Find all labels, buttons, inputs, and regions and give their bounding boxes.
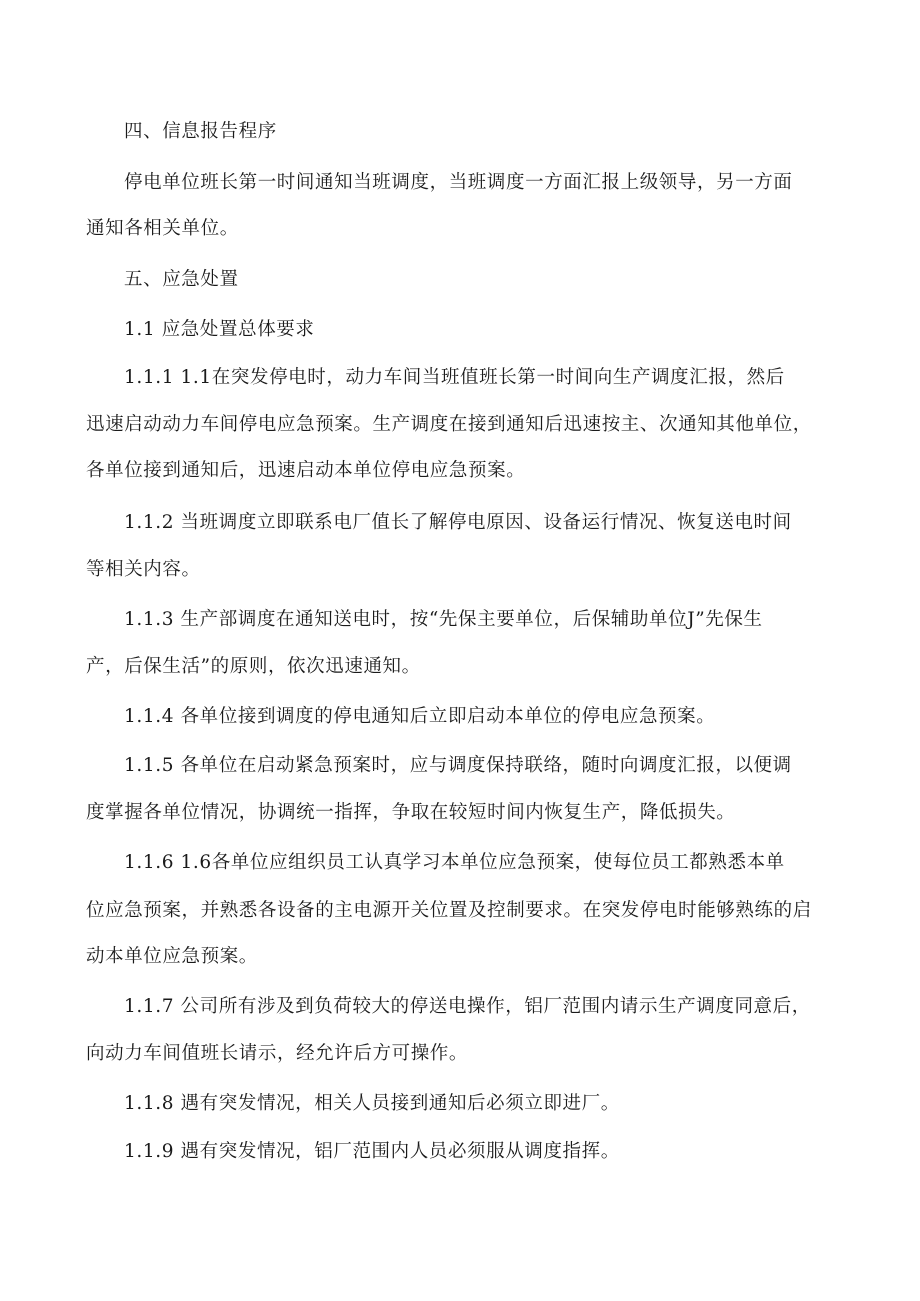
paragraph-1-1-8-line: 1.1.8 遇有突发情况，相关人员接到通知后必须立即进厂。 [124, 1093, 620, 1114]
paragraph-1-1-7-line: 向动力车间值班长请示，经允许后方可操作。 [86, 1043, 469, 1064]
paragraph-line: 停电单位班长第一时间通知当班调度，当班调度一方面汇报上级领导，另一方面 [124, 172, 793, 193]
paragraph-1-1-4-line: 1.1.4 各单位接到调度的停电通知后立即启动本单位的停电应急预案。 [124, 706, 716, 727]
paragraph-line: 通知各相关单位。 [86, 218, 239, 239]
paragraph-1-1-6-line: 位应急预案，并熟悉各设备的主电源开关位置及控制要求。在突发停电时能够熟练的启 [86, 900, 812, 921]
paragraph-1-1-1-line: 迅速启动动力车间停电应急预案。生产调度在接到通知后迅速按主、次通知其他单位， [86, 414, 812, 435]
paragraph-1-1-2-line: 1.1.2 当班调度立即联系电厂值长了解停电原因、设备运行情况、恢复送电时间 [124, 512, 792, 533]
paragraph-1-1-6-line: 动本单位应急预案。 [86, 946, 258, 967]
section-heading-5: 五、应急处置 [124, 269, 239, 290]
paragraph-1-1-5-line: 1.1.5 各单位在启动紧急预案时，应与调度保持联络，随时向调度汇报，以便调 [124, 755, 792, 776]
paragraph-1-1-6-line: 1.1.6 1.6各单位应组织员工认真学习本单位应急预案，使每位员工都熟悉本单 [124, 852, 785, 873]
paragraph-1-1-3-line: 1.1.3 生产部调度在通知送电时，按“先保主要单位，后保辅助单位J”先保生 [124, 609, 763, 630]
paragraph-1-1-1-line: 1.1.1 1.1在突发停电时，动力车间当班值班长第一时间向生产调度汇报，然后 [124, 367, 785, 388]
paragraph-1-1-3-line: 产，后保生活”的原则，依次迅速通知。 [86, 656, 421, 677]
paragraph-1-1-7-line: 1.1.7 公司所有涉及到负荷较大的停送电操作，铝厂范围内请示生产调度同意后， [124, 996, 811, 1017]
section-heading-4: 四、信息报告程序 [124, 121, 277, 142]
paragraph-1-1-2-line: 等相关内容。 [86, 559, 201, 580]
subsection-heading-1-1: 1.1 应急处置总体要求 [124, 319, 315, 340]
paragraph-1-1-5-line: 度掌握各单位情况，协调统一指挥，争取在较短时间内恢复生产，降低损失。 [86, 802, 736, 823]
paragraph-1-1-1-line: 各单位接到通知后，迅速启动本单位停电应急预案。 [86, 460, 526, 481]
paragraph-1-1-9-line: 1.1.9 遇有突发情况，铝厂范围内人员必须服从调度指挥。 [124, 1141, 620, 1162]
